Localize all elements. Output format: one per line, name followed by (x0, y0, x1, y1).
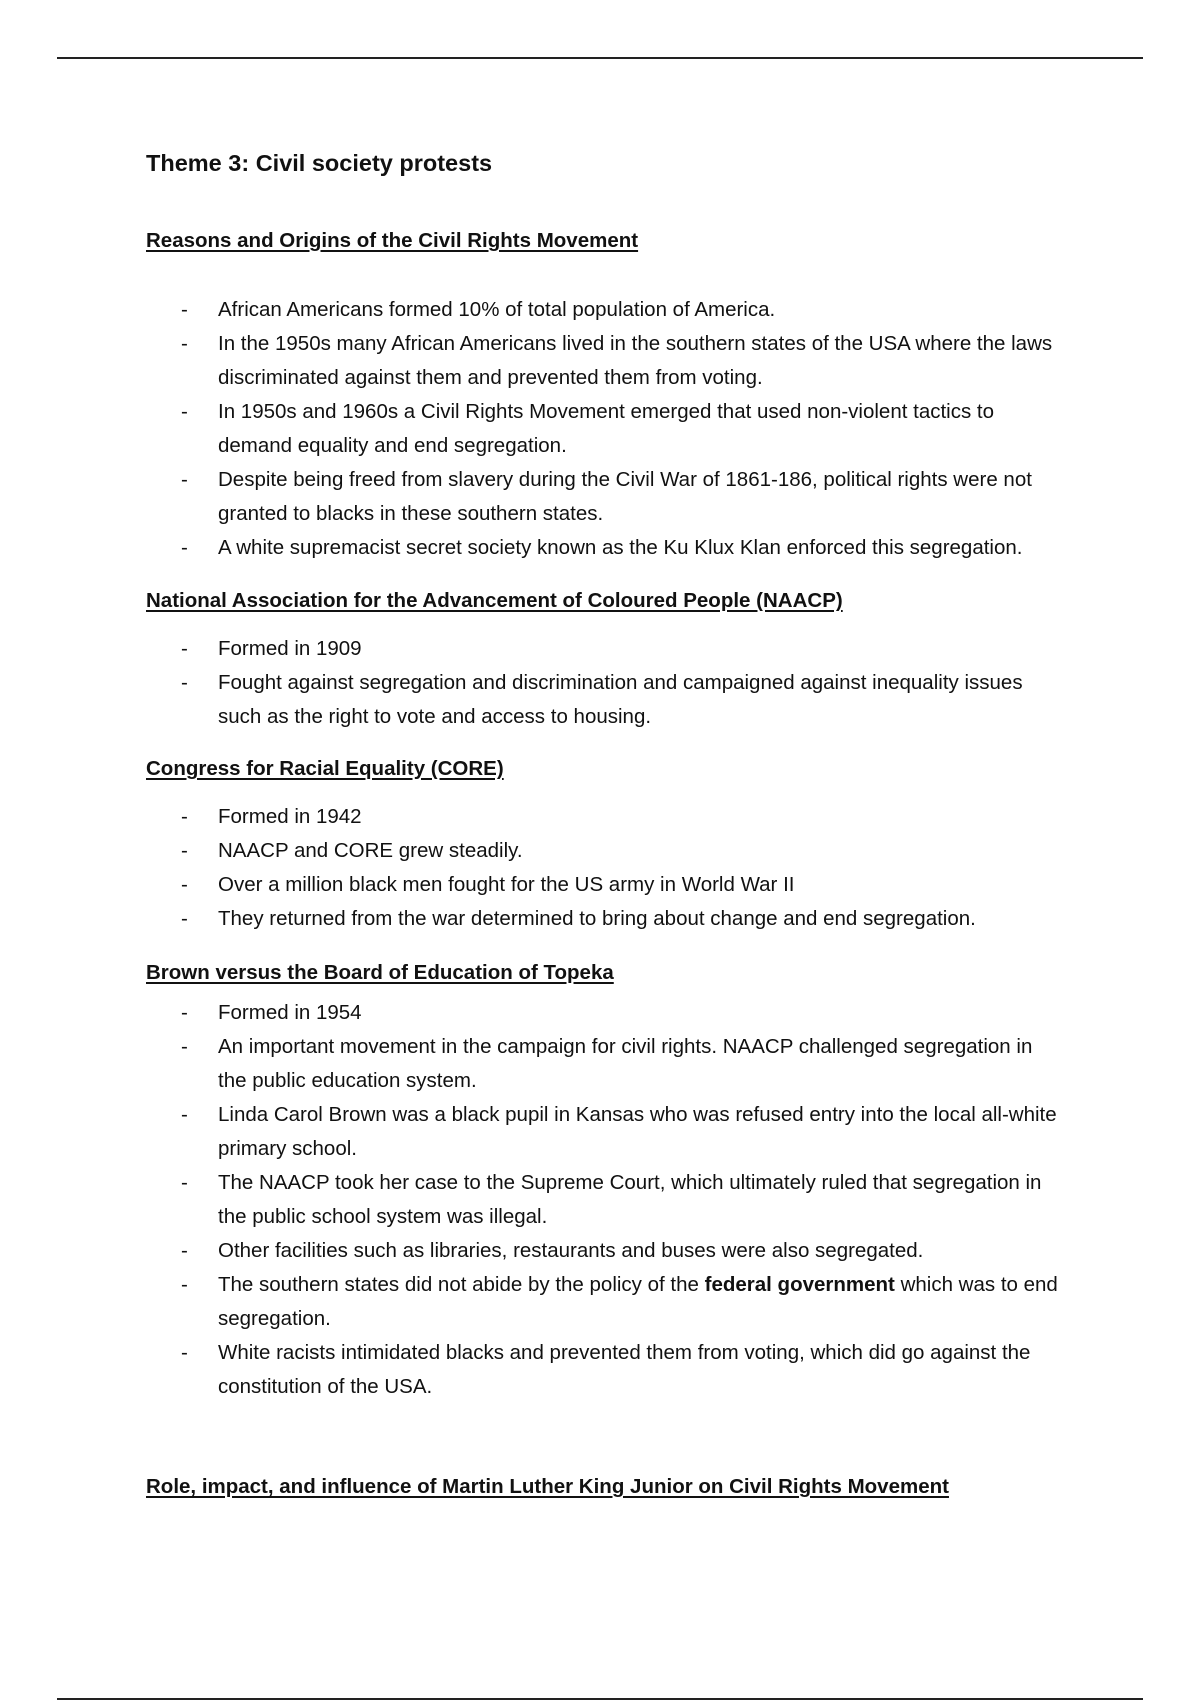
bullet-list (146, 996, 1066, 1404)
bold-term: federal government (704, 1273, 895, 1296)
list-item: - Linda Carol Brown was a black pupil in Kansas who was refused entry into the local all-white primary school. (146, 1098, 1066, 1166)
list-item: - A white supremacist secret society known as the Ku Klux Klan enforced this segregation. (146, 531, 1066, 565)
section-heading: National Association for the Advancement of Coloured People (NAACP) (146, 589, 843, 612)
list-item: - NAACP and CORE grew steadily. (146, 834, 1066, 868)
page-title: Theme 3: Civil society protests (146, 150, 493, 176)
list-item: - Formed in 1954 (146, 996, 1066, 1030)
list-item (146, 1268, 1066, 1336)
list-item: - White racists intimidated blacks and prevented them from voting, which did go against the constitution of the USA. (146, 1336, 1066, 1404)
list-item-text: The southern states did not abide by the policy of the (218, 1273, 705, 1296)
section-heading: Brown versus the Board of Education of Topeka (146, 961, 614, 984)
header-rule (57, 57, 1143, 59)
section-heading: Reasons and Origins of the Civil Rights Movement (146, 229, 639, 252)
list-item: - In the 1950s many African Americans lived in the southern states of the USA where the laws discriminated against them and prevented them from voting. (146, 327, 1066, 395)
list-item: - Formed in 1942 (146, 800, 1066, 834)
list-item: - They returned from the war determined to bring about change and end segregation. (146, 902, 1066, 936)
list-item: - African Americans formed 10% of total population of America. (146, 293, 1066, 327)
list-item: - Despite being freed from slavery during the Civil War of 1861-186, political rights were not granted to blacks in these southern states. (146, 463, 1066, 531)
document-body (146, 146, 1066, 1504)
list-item: - Formed in 1909 (146, 632, 1066, 666)
section-heading: Role, impact, and influence of Martin Luther King Junior on Civil Rights Movement (146, 1475, 949, 1498)
list-item-text: which was to end segregation. (218, 1273, 1058, 1330)
list-item: - The NAACP took her case to the Supreme Court, which ultimately ruled that segregation in the public school system was illegal. (146, 1166, 1066, 1234)
list-item: - Other facilities such as libraries, restaurants and buses were also segregated. (146, 1234, 1066, 1268)
list-item: - An important movement in the campaign for civil rights. NAACP challenged segregation in the public education system. (146, 1030, 1066, 1098)
list-item: - Fought against segregation and discrimination and campaigned against inequality issues such as the right to vote and access to housing. (146, 666, 1066, 734)
bullet-list (146, 632, 1066, 734)
bullet-list (146, 800, 1066, 936)
list-item: - In 1950s and 1960s a Civil Rights Movement emerged that used non-violent tactics to demand equality and end segregation. (146, 395, 1066, 463)
list-item: - Over a million black men fought for the US army in World War II (146, 868, 1066, 902)
bullet-list (146, 293, 1066, 565)
section-heading: Congress for Racial Equality (CORE) (146, 757, 504, 780)
